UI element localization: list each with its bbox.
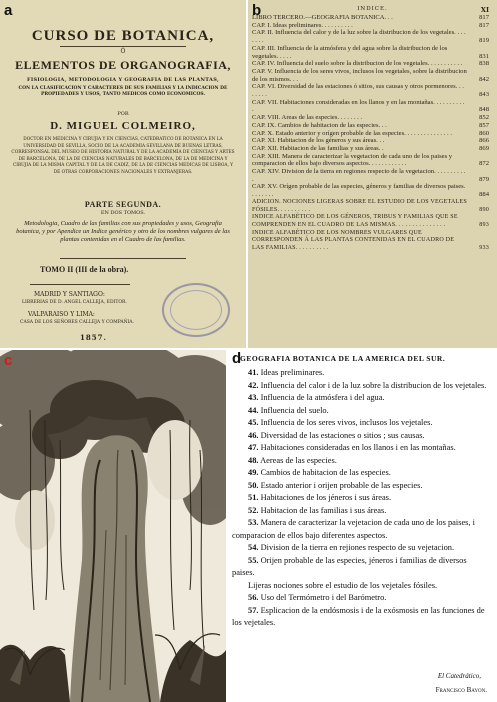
program-item bbox=[232, 555, 491, 580]
engraving-panel bbox=[0, 350, 226, 702]
program-item-number: 49. bbox=[248, 468, 259, 477]
index-entry bbox=[252, 60, 489, 68]
program-item-number: 56. bbox=[248, 593, 259, 602]
program-item bbox=[232, 580, 491, 593]
program-item bbox=[232, 605, 491, 630]
index-entry bbox=[252, 122, 489, 130]
index-entry bbox=[252, 230, 489, 253]
program-item-number: 41. bbox=[248, 368, 259, 377]
index-entry-text: LIBRO TERCERO.—GEOGRAFIA BOTANICA. . . bbox=[252, 14, 393, 21]
program-item-text: Esplicacion de la endósmosis i de la exósmosis en las funciones de los vejetales. bbox=[232, 605, 485, 627]
program-item bbox=[232, 492, 491, 505]
program-item bbox=[232, 517, 491, 542]
book-subtitle-3: CON LA CLASIFICACION Y CARACTERES DE SUS FAMILIAS Y LA INDICACION DE PROPIEDADES Y USOS, TANTO MEDICOS COMO ECONOMICOS. bbox=[18, 86, 228, 97]
index-entry bbox=[252, 214, 489, 229]
program-item-number: 50. bbox=[248, 480, 259, 490]
program-item-number: 45. bbox=[248, 418, 259, 427]
index-entry-page: 842 bbox=[479, 75, 489, 83]
index-entry bbox=[252, 137, 489, 145]
panel-label-d: d bbox=[232, 350, 242, 367]
program-item-number: 46. bbox=[248, 430, 259, 440]
index-entry-page: 860 bbox=[479, 129, 489, 137]
index-entry-text: CAP. XIII. Manera de caracterizar la vegetacion de cada uno de los paises y comparacion de ellos bajo diversos aspectos. . . . . . . . . . . . bbox=[252, 152, 453, 168]
program-item bbox=[232, 417, 491, 430]
program-title: GEOGRAFIA BOTANICA DE LA AMERICA DEL SUR. bbox=[240, 354, 446, 363]
divider bbox=[60, 258, 186, 259]
program-item-number: 44. bbox=[248, 405, 259, 415]
index-entry-text: CAP. V. Influencia de los seres vivos, inclusos los vegetales, sobre la distribucion de los mismos. . . bbox=[252, 67, 467, 83]
index-entry bbox=[252, 45, 489, 60]
index-entry-page: 817 bbox=[479, 21, 489, 29]
program-item-number: 43. bbox=[248, 393, 259, 402]
index-entry-text: INDICE ALFABÉTICO DE LOS NOMBRES VULGARES QUE CORRESPONDEN Á LAS PLANTAS CONTENIDAS EN EL CUADRO DE LAS FAMILIAS. . . . . . . . . . bbox=[252, 229, 455, 252]
program-item-text: Uso del Termómetro i del Barómetro. bbox=[260, 593, 387, 602]
author-prefix: POR bbox=[117, 111, 129, 117]
index-entry bbox=[252, 14, 489, 22]
program-item-text: Diversidad de las estaciones o sitios ; sus causas. bbox=[260, 430, 425, 440]
index-entry-text: CAP. XI. Habitacion de los géneros y sus áreas. . . bbox=[252, 137, 385, 145]
index-entry bbox=[252, 83, 489, 98]
program-item-number: 53. bbox=[248, 518, 259, 527]
program-item-text: Cambios de habitacion de las especies. bbox=[260, 468, 391, 477]
program-panel bbox=[228, 350, 497, 702]
index-entry bbox=[252, 99, 489, 114]
index-header: INDICE. bbox=[357, 6, 388, 12]
program-item-text: Lijeras nociones sobre el estudio de los vejetales fósiles. bbox=[248, 580, 438, 590]
panel-label-a: a bbox=[4, 2, 13, 19]
program-item-text: Influencia de los seres vivos, inclusos los vejetales. bbox=[260, 418, 433, 427]
index-entry-page: 852 bbox=[479, 114, 489, 122]
publisher-city-1: MADRID Y SANTIAGO: bbox=[34, 291, 105, 298]
index-page-number: XI bbox=[480, 6, 489, 14]
program-item bbox=[232, 392, 491, 405]
program-item-number: 52. bbox=[248, 505, 259, 515]
index-entry-page: 831 bbox=[479, 52, 489, 60]
program-item bbox=[232, 467, 491, 480]
index-entry-text: CAP. XIV. Division de la tierra en regiones respecto de la vegetacion. . . . . . . . . . . bbox=[252, 168, 466, 183]
program-item-text: Manera de caracterizar la vejetacion de cada uno de los paises, i comparacion de ellos bajo diferentes aspectos. bbox=[232, 518, 475, 540]
volumes-label: EN DOS TOMOS. bbox=[100, 210, 146, 216]
index-entry bbox=[252, 145, 489, 153]
program-item bbox=[232, 442, 491, 455]
program-item-number: 54. bbox=[248, 543, 259, 552]
signature-name: Francisco Bayon. bbox=[435, 686, 487, 694]
index-entry-text: CAP. II. Influencia del calor y de la luz sobre la distribucion de los vegetales. . . . . . . . bbox=[252, 29, 466, 45]
index-entry-page: 838 bbox=[479, 60, 489, 68]
program-item-number: 55. bbox=[248, 555, 259, 565]
index-entry-text: CAP. X. Estado anterior y orígen probable de las especies. . . . . . . . . . . . . . . bbox=[252, 129, 452, 137]
forest-engraving-illustration bbox=[0, 350, 226, 702]
panel-label-b: b bbox=[252, 2, 262, 19]
divider bbox=[30, 284, 130, 285]
program-item-text: Habitaciones consideradas en los llanos i en las montañas. bbox=[260, 443, 456, 452]
index-entry bbox=[252, 168, 489, 183]
index-entry-page: 872 bbox=[479, 160, 489, 168]
divider bbox=[60, 46, 186, 47]
index-entry-page: 933 bbox=[479, 245, 489, 252]
index-entry bbox=[252, 183, 489, 198]
panel-label-c: c bbox=[4, 352, 13, 369]
index-entry-page: 893 bbox=[479, 221, 489, 228]
index-entry bbox=[252, 68, 489, 83]
program-item bbox=[232, 380, 491, 393]
program-item bbox=[232, 480, 491, 493]
index-entry-text: CAP. I. Ideas preliminares. . . . . . . . . . bbox=[252, 21, 353, 29]
author-credentials: DOCTOR EN MEDICINA Y CIRUJIA Y EN CIENCIAS, CATEDRATICO DE BOTANICA EN LA UNIVERSIDAD DE SEVILLA, SOCIO DE LA ACADEMIA SEVILLANA DE BUENAS LETRAS, CORRESPONSAL DEL MUSEO DE HISTORIA NATURAL Y DE LA ACADEMIA DE CIENCIAS Y ARTES DE BARCELONA, DE LA DE CIENCIAS NATURALES DE BARCELONA, DE LA DE MEDICINA Y CIRUJIA DE LA MISMA CAPITAL Y DE LA DE CADIZ, DE LA DE CIENCIAS MEDICAS DE LISBOA, Y DE OTRAS CORPORACIONES NACIONALES Y EXTRANJERAS. bbox=[11, 137, 235, 175]
program-item-number: 57. bbox=[248, 605, 259, 615]
program-item-text: Influencia del suelo. bbox=[260, 405, 329, 415]
program-item bbox=[232, 505, 491, 518]
program-item-text: Aereas de las especies. bbox=[260, 455, 337, 465]
index-entry-text: ADICION. NOCIONES LIGERAS SOBRE EL ESTUDIO DE LOS VEGETALES FÓSILES. . . . . . . . . . bbox=[252, 198, 467, 213]
index-entry-page: 848 bbox=[479, 106, 489, 114]
program-item-text: Influencia de la atmósfera i del agua. bbox=[260, 393, 385, 402]
index-entry-text: CAP. VIII. Areas de las especies. . . . . . . . bbox=[252, 114, 363, 122]
index-entry-text: INDICE ALFABÉTICO DE LOS GÉNEROS, TRIBUS Y FAMILIAS QUE SE COMPRENDEN EN EL CUADRO DE LAS MISMAS. . . . . . . . . . . . . . . bbox=[252, 214, 458, 228]
index-entry-text: CAP. XV. Orígen probable de las especies, géneros y familias de diversos paises. . . . . . . . bbox=[252, 183, 466, 199]
index-entry-page: 890 bbox=[479, 206, 489, 213]
program-item bbox=[232, 592, 491, 605]
index-entry bbox=[252, 153, 489, 168]
index-entry-page: 817 bbox=[479, 14, 489, 21]
program-item-number: 47. bbox=[248, 443, 259, 452]
program-list bbox=[232, 367, 491, 630]
index-entry-text: CAP. XII. Habitacion de las familias y sus áreas. . bbox=[252, 144, 384, 152]
publication-year: 1857. bbox=[80, 333, 107, 342]
publisher-name-1: LIBRERIAS DE D. ANGEL CALLEJA, EDITOR. bbox=[22, 300, 127, 305]
index-entry-text: CAP. VI. Diversidad de las estaciones ó sitios, sus causas y otros pormenores. . . . . . . . bbox=[252, 83, 464, 99]
program-item-text: Influencia del calor i de la luz sobre la distribucion de los vejetales. bbox=[260, 380, 487, 390]
author-name: D. MIGUEL COLMEIRO, bbox=[50, 120, 196, 132]
index-entry-page: 857 bbox=[479, 121, 489, 129]
index-entry bbox=[252, 29, 489, 44]
library-stamp-seal bbox=[162, 283, 230, 337]
volume-number: TOMO II (III de la obra). bbox=[40, 265, 129, 274]
publisher-name-2: CASA DE LOS SEÑORES CALLEJA Y COMPAÑIA. bbox=[20, 320, 134, 325]
program-item bbox=[232, 430, 491, 443]
program-item-number: 51. bbox=[248, 493, 259, 502]
index-list bbox=[252, 14, 489, 253]
index-entry-text: CAP. IV. Influencia del suelo sobre la distribucion de los vegetales. . . . . . . . . . . bbox=[252, 60, 463, 68]
index-entry bbox=[252, 22, 489, 30]
program-item-text: Habitacion de las familias i sus áreas. bbox=[260, 505, 387, 515]
index-entry-page: 869 bbox=[479, 144, 489, 152]
program-item bbox=[232, 542, 491, 555]
program-item-text: Estado anterior i orijen probable de las especies. bbox=[260, 480, 423, 490]
index-entry-page: 866 bbox=[479, 137, 489, 145]
title-conjunction: Ó bbox=[120, 48, 126, 55]
program-item-text: Division de la tierra en rejiones respecto de su vejetacion. bbox=[260, 543, 455, 552]
book-subtitle-2: FISIOLOGIA, METODOLOGIA Y GEOGRAFIA DE LAS PLANTAS, bbox=[27, 77, 219, 83]
part-label: PARTE SEGUNDA. bbox=[84, 200, 162, 209]
program-item-text: Orijen probable de las especies, jéneros i familias de diversos paises. bbox=[232, 555, 467, 577]
index-entry-text: CAP. VII. Habitaciones consideradas en los llanos y en las montañas. . . . . . . . . . . bbox=[252, 98, 465, 114]
index-entry-text: CAP. III. Influencia de la atmósfera y del agua sobre la distribucion de los vegetales. . . . . bbox=[252, 44, 448, 60]
program-item bbox=[232, 367, 491, 380]
program-item bbox=[232, 455, 491, 468]
title-page-panel bbox=[0, 0, 246, 348]
signature-role: El Catedrático, bbox=[437, 672, 481, 680]
index-page-panel bbox=[248, 0, 497, 348]
book-title: CURSO DE BOTANICA, bbox=[31, 28, 215, 44]
index-entry bbox=[252, 130, 489, 138]
program-item-number: 42. bbox=[248, 380, 259, 390]
index-entry-page: 819 bbox=[479, 37, 489, 45]
index-entry-page: 879 bbox=[479, 175, 489, 183]
program-item-text: Habitaciones de los jéneros i sus áreas. bbox=[260, 493, 392, 502]
book-subtitle: ELEMENTOS DE ORGANOGRAFIA, bbox=[15, 58, 231, 72]
index-entry-text: CAP. IX. Cambios de habitacion de las especies. . . bbox=[252, 121, 387, 129]
index-entry bbox=[252, 199, 489, 214]
index-entry bbox=[252, 114, 489, 122]
program-item-text: Ideas preliminares. bbox=[260, 368, 325, 377]
program-item-number: 48. bbox=[248, 455, 259, 465]
program-item bbox=[232, 405, 491, 418]
volume-description: Metodologia, Cuadro de las familias con sus propiedades y usos, Geografia botanica, y por Apendice un Indice genérico y otro de los nombres vulgares de las plantas contenidas en el Cuadro de las familias. bbox=[16, 220, 230, 243]
index-entry-page: 884 bbox=[479, 191, 489, 199]
publisher-city-2: VALPARAISO Y LIMA: bbox=[28, 311, 95, 318]
index-entry-page: 843 bbox=[479, 91, 489, 99]
